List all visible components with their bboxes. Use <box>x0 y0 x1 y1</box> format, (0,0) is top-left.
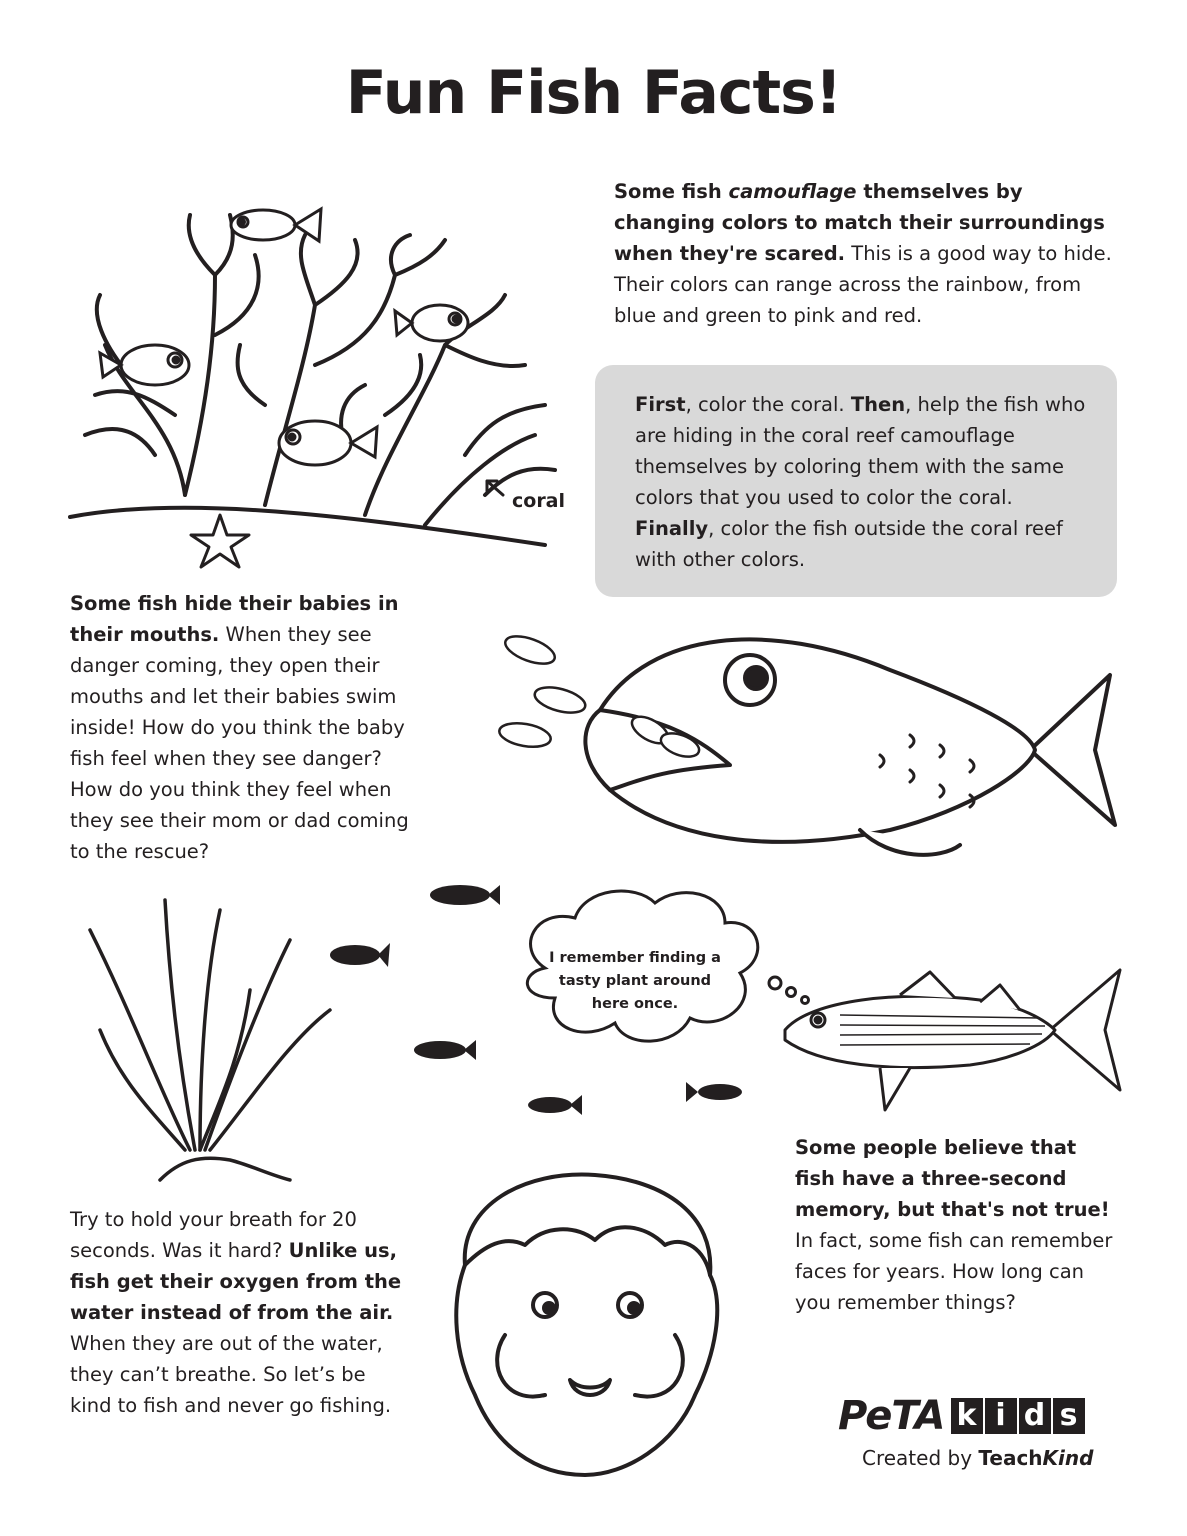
logo-kids-letter: i <box>985 1398 1017 1434</box>
instruction-then-label: Then <box>850 393 906 416</box>
credit-prefix: Created by <box>862 1446 979 1470</box>
fish-with-babies-illustration <box>470 620 1130 880</box>
coloring-instructions <box>635 389 1087 575</box>
instruction-first-label: First <box>635 393 686 416</box>
babies-fact-rest: When they see danger coming, they open their mouths and let their babies swim inside! How do you think the baby fish feel when they see danger? How do you think they feel when they see their mom or dad coming to the rescue? <box>70 623 409 863</box>
coral-reef-illustration <box>65 195 565 575</box>
memory-fact <box>795 1132 1115 1318</box>
thought-bubble-text: I remember finding a tasty plant around here once. <box>549 950 721 1012</box>
instruction-finally-label: Finally <box>635 517 709 540</box>
camouflage-fact-bold-start: Some fish <box>614 180 729 203</box>
seaweed-illustration <box>70 890 350 1190</box>
logo-peta-text: PeTA <box>838 1393 945 1439</box>
logo-kids-letter: s <box>1053 1398 1085 1434</box>
camouflage-fact-rest: This is a good way to hide. Their colors can range across the rainbow, from blue and green to pink and red. <box>614 242 1112 327</box>
instruction-finally-text: , color the fish outside the coral reef with other colors. <box>635 517 1063 571</box>
coloring-instructions-box <box>595 365 1117 597</box>
credit-line <box>862 1446 1093 1470</box>
coral-label: coral <box>512 490 566 512</box>
credit-brand: Teach <box>978 1446 1043 1470</box>
babies-fact-bold: Some fish hide their babies in their mouths. <box>70 592 399 646</box>
babies-fact <box>70 588 415 867</box>
striped-bass-illustration <box>780 960 1130 1120</box>
camouflage-fact <box>614 176 1114 331</box>
boy-holding-breath-illustration <box>445 1165 745 1485</box>
instruction-first-text: , color the coral. <box>685 393 851 416</box>
logo-kids-letter: d <box>1019 1398 1051 1434</box>
peta-kids-logo <box>838 1393 1085 1439</box>
logo-kids-blocks <box>951 1398 1085 1434</box>
oxygen-fact-rest: When they are out of the water, they can’t breathe. So let’s be kind to fish and never go fishing. <box>70 1332 392 1417</box>
logo-kids-letter: k <box>951 1398 983 1434</box>
page-title: Fun Fish Facts! <box>345 58 842 128</box>
memory-fact-rest: In fact, some fish can remember faces for years. How long can you remember things? <box>795 1229 1113 1314</box>
oxygen-fact-bold: Unlike us, fish get their oxygen from the water instead of from the air. <box>70 1239 402 1324</box>
memory-fact-bold: Some people believe that fish have a three-second memory, but that's not true! <box>795 1136 1110 1221</box>
camouflage-fact-italic: camouflage <box>728 180 857 203</box>
oxygen-fact-start: Try to hold your breath for 20 seconds. Was it hard? <box>70 1208 357 1262</box>
instruction-then-text: , help the fish who are hiding in the coral reef camouflage themselves by coloring them with the same colors that you used to color the coral. <box>635 393 1086 509</box>
credit-brand-italic: Kind <box>1042 1446 1094 1470</box>
oxygen-fact <box>70 1204 410 1421</box>
camouflage-fact-bold-end: themselves by changing colors to match their surroundings when they're scared. <box>614 180 1105 265</box>
